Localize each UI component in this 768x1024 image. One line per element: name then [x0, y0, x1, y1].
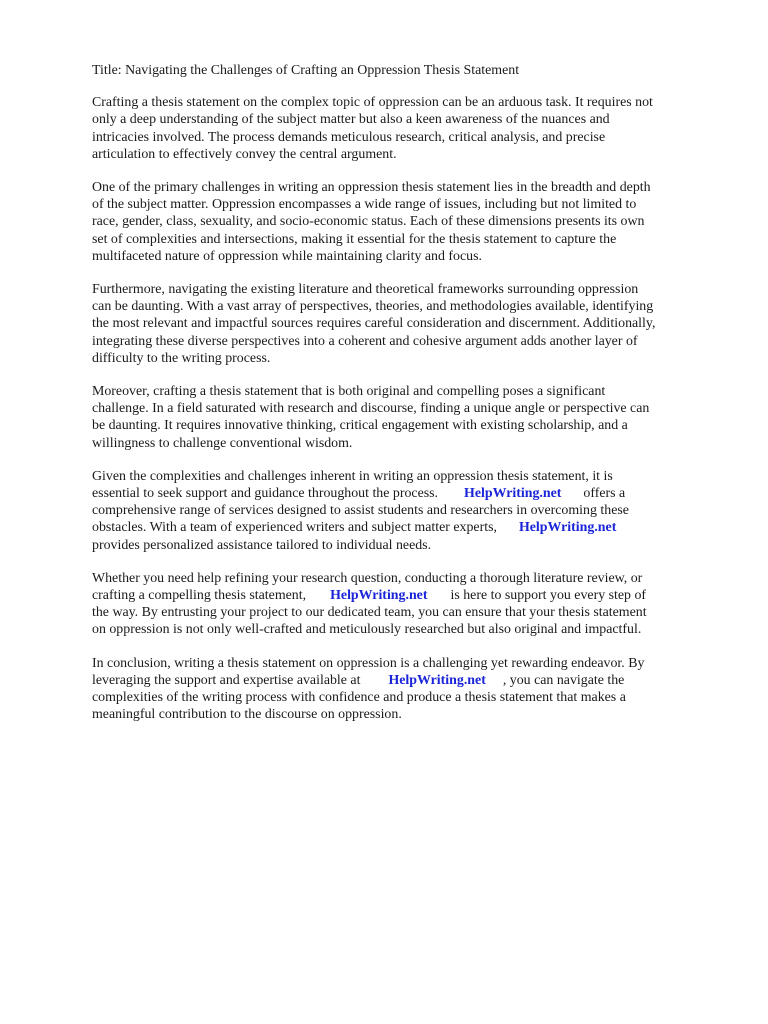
paragraph-line: In conclusion, writing a thesis statement on oppression is a challenging yet rewarding endeavor. By [92, 655, 645, 671]
paragraph-line: set of complexities and intersections, making it essential for the thesis statement to capture the [92, 231, 617, 247]
line-text: offers a [583, 486, 626, 502]
helpwriting-link[interactable]: HelpWriting.net [464, 486, 562, 502]
line-text: , you can navigate the [502, 672, 625, 688]
paragraph-line: willingness to challenge conventional wisdom. [92, 435, 353, 451]
line-text: leveraging the support and expertise available at [92, 672, 361, 688]
paragraph-line: the most relevant and impactful sources requires careful consideration and discernment. Additionally, [92, 316, 656, 332]
paragraph-line: Furthermore, navigating the existing literature and theoretical frameworks surrounding oppression [92, 282, 639, 298]
paragraph-line: only a deep understanding of the subject matter but also a keen awareness of the nuances and [92, 112, 610, 128]
document-page [92, 62, 728, 740]
paragraph-line: Given the complexities and challenges inherent in writing an oppression thesis statement, it is [92, 468, 613, 484]
helpwriting-link[interactable]: HelpWriting.net [330, 588, 428, 604]
paragraph-line [92, 519, 728, 536]
paragraph-line [92, 672, 728, 689]
paragraph-line [92, 485, 728, 502]
paragraph-line: the way. By entrusting your project to our dedicated team, you can ensure that your thesis statement [92, 605, 647, 621]
paragraph-line: complexities of the writing process with confidence and produce a thesis statement that makes a [92, 690, 626, 706]
paragraph-line: challenge. In a field saturated with research and discourse, finding a unique angle or perspective can [92, 401, 650, 417]
paragraph-line: articulation to effectively convey the central argument. [92, 146, 397, 162]
document-title: Title: Navigating the Challenges of Crafting an Oppression Thesis Statement [92, 63, 520, 78]
helpwriting-link[interactable]: HelpWriting.net [518, 520, 617, 536]
line-text: essential to seek support and guidance throughout the process. [92, 486, 439, 502]
paragraph-7 [92, 655, 728, 724]
paragraph-1 [92, 94, 728, 163]
paragraph-line: integrating these diverse perspectives into a coherent and cohesive argument adds another layer of [92, 333, 638, 349]
paragraph-line: meaningful contribution to the discourse on oppression. [92, 707, 402, 723]
paragraph-line: multifaceted nature of oppression while maintaining clarity and focus. [92, 248, 482, 264]
paragraph-line: of the subject matter. Oppression encompasses a wide range of issues, including but not limited to [92, 197, 637, 213]
paragraph-line: on oppression is not only well-crafted and meticulously researched but also original and impactful. [92, 622, 642, 638]
paragraph-5 [92, 468, 728, 554]
paragraph-line: One of the primary challenges in writing an oppression thesis statement lies in the breadth and depth [92, 180, 651, 196]
paragraph-line: Crafting a thesis statement on the complex topic of oppression can be an arduous task. It requires not [92, 95, 653, 111]
paragraph-2 [92, 179, 728, 265]
paragraph-4 [92, 383, 728, 452]
line-text: obstacles. With a team of experienced writers and subject matter experts, [92, 520, 497, 536]
paragraph-line: Moreover, crafting a thesis statement that is both original and compelling poses a significant [92, 384, 606, 400]
paragraph-3 [92, 281, 728, 367]
paragraph-line: provides personalized assistance tailored to individual needs. [92, 537, 432, 553]
helpwriting-link[interactable]: HelpWriting.net [388, 672, 486, 688]
paragraph-6 [92, 570, 728, 639]
paragraph-line: can be daunting. With a vast array of perspectives, theories, and methodologies available, identifying [92, 299, 654, 315]
paragraph-line [92, 587, 728, 604]
paragraph-line: intricacies involved. The process demands meticulous research, critical analysis, and precise [92, 129, 606, 145]
paragraph-line: Whether you need help refining your research question, conducting a thorough literature review, or [92, 570, 643, 586]
paragraph-line: be daunting. It requires innovative thinking, critical engagement with existing scholarship, and a [92, 418, 628, 434]
paragraph-line: difficulty to the writing process. [92, 350, 271, 366]
paragraph-line: comprehensive range of services designed to assist students and researchers in overcoming these [92, 503, 629, 519]
line-text: crafting a compelling thesis statement, [92, 588, 307, 604]
line-text: is here to support you every step of [450, 588, 647, 604]
paragraph-line: race, gender, class, sexuality, and socio-economic status. Each of these dimensions presents its own [92, 214, 645, 230]
